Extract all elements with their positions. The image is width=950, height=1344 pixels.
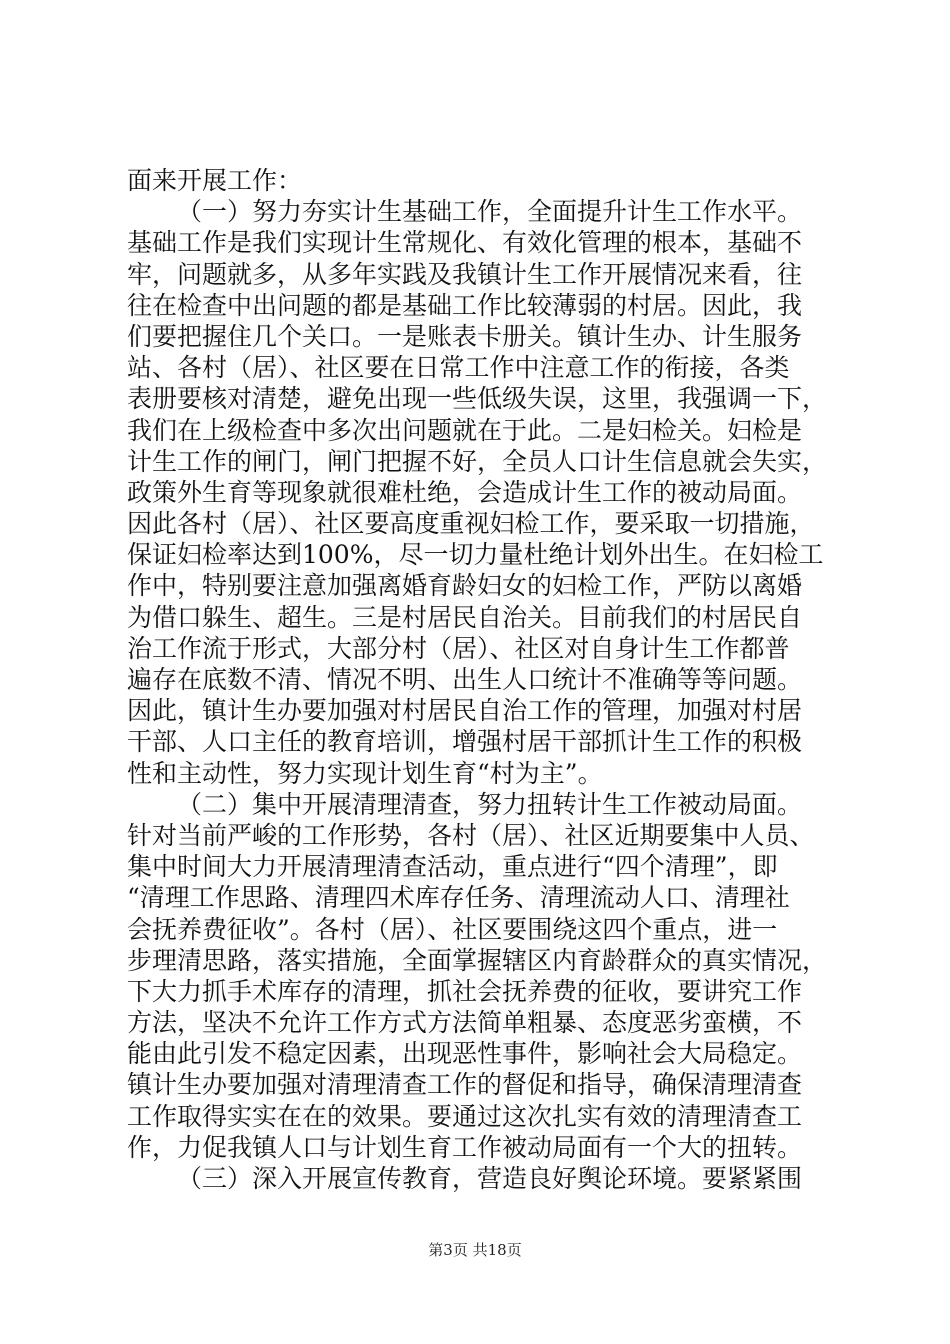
body-line: 方法，坚决不允许工作方式方法简单粗暴、态度恶劣蛮横，不 bbox=[127, 1008, 803, 1038]
body-line: 能由此引发不稳定因素，出现恶性事件，影响社会大局稳定。 bbox=[127, 1039, 803, 1069]
body-line: 性和主动性，努力实现计划生育“村为主”。 bbox=[127, 758, 603, 788]
body-line: 们要把握住几个关口。一是账表卡册关。镇计生办、计生服务 bbox=[127, 321, 803, 351]
body-line: 面来开展工作： bbox=[127, 166, 303, 195]
body-line: 镇计生办要加强对清理清查工作的督促和指导，确保清理清查 bbox=[127, 1070, 803, 1100]
body-line: 我们在上级检查中多次出问题就在于此。二是妇检关。妇检是 bbox=[127, 415, 803, 445]
body-line: 下大力抓手术库存的清理，抓社会抚养费的征收，要讲究工作 bbox=[127, 976, 803, 1006]
body-line: 治工作流于形式，大部分村（居）、社区对自身计生工作都普 bbox=[127, 633, 790, 663]
body-line: “清理工作思路、清理四术库存任务、清理流动人口、清理社 bbox=[127, 883, 790, 913]
body-line: 为借口躲生、超生。三是村居民自治关。目前我们的村居民自 bbox=[127, 602, 803, 632]
document-body bbox=[127, 165, 832, 1194]
body-line: 工作取得实实在在的效果。要通过这次扎实有效的清理清查工 bbox=[127, 1101, 803, 1131]
body-line: 站、各村（居）、社区要在日常工作中注意工作的衔接，各类 bbox=[127, 353, 790, 383]
body-line: 作中，特别要注意加强离婚育龄妇女的妇检工作，严防以离婚 bbox=[127, 571, 803, 601]
body-line: 因此各村（居）、社区要高度重视妇检工作，要采取一切措施， bbox=[127, 509, 815, 539]
body-line: 政策外生育等现象就很难杜绝，会造成计生工作的被动局面。 bbox=[127, 477, 803, 507]
body-line: 集中时间大力开展清理清查活动，重点进行“四个清理”，即 bbox=[127, 852, 778, 882]
body-line: 表册要核对清楚，避免出现一些低级失误，这里，我强调一下， bbox=[127, 384, 828, 414]
body-line: 遍存在底数不清、情况不明、出生人口统计不准确等等问题。 bbox=[127, 665, 803, 694]
body-line: 牢，问题就多，从多年实践及我镇计生工作开展情况来看，往 bbox=[127, 259, 803, 289]
page-number-footer: 第3页 共18页 bbox=[428, 1241, 522, 1259]
section-heading-line: （二）集中开展清理清查，努力扭转计生工作被动局面。 bbox=[177, 789, 803, 819]
body-line: 往在检查中出问题的都是基础工作比较薄弱的村居。因此，我 bbox=[127, 290, 803, 320]
body-line: 会抚养费征收”。各村（居）、社区要围绕这四个重点，进一 bbox=[127, 914, 778, 944]
body-line: 干部、人口主任的教育培训，增强村居干部抓计生工作的积极 bbox=[127, 727, 803, 757]
body-line: 保证妇检率达到100%，尽一切力量杜绝计划外出生。在妇检工 bbox=[127, 540, 824, 570]
body-line: 计生工作的闸门，闸门把握不好，全员人口计生信息就会失实， bbox=[127, 446, 828, 476]
section-heading-line: （三）深入开展宣传教育，营造良好舆论环境。要紧紧围 bbox=[177, 1164, 803, 1193]
section-heading-line: （一）努力夯实计生基础工作，全面提升计生工作水平。 bbox=[177, 197, 803, 227]
body-line: 因此，镇计生办要加强对村居民自治工作的管理，加强对村居 bbox=[127, 696, 803, 726]
body-line: 作，力促我镇人口与计划生育工作被动局面有一个大的扭转。 bbox=[127, 1132, 803, 1162]
body-line: 步理清思路，落实措施，全面掌握辖区内育龄群众的真实情况， bbox=[127, 945, 828, 975]
body-line: 针对当前严峻的工作形势，各村（居）、社区近期要集中人员、 bbox=[127, 820, 815, 850]
body-line: 基础工作是我们实现计生常规化、有效化管理的根本，基础不 bbox=[127, 228, 803, 258]
